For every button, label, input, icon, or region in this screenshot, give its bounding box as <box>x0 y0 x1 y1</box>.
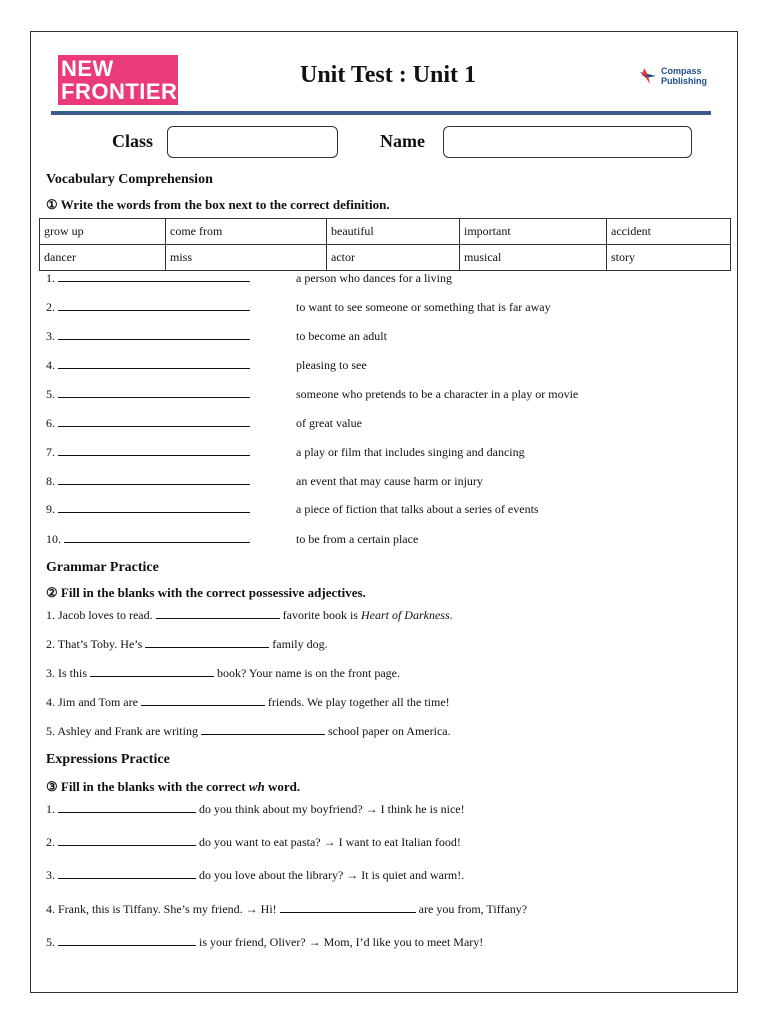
grammar-item <box>46 608 453 623</box>
class-label: Class <box>112 131 154 151</box>
answer-blank[interactable] <box>156 608 280 619</box>
vocab-item <box>46 271 250 286</box>
sentence-end: friends. We play together all the time! <box>264 695 450 709</box>
word-cell: grow up <box>40 219 166 245</box>
expressions-instruction <box>46 779 300 795</box>
sentence-end: do you love about the library? → It is quiet and warm!. <box>196 868 465 882</box>
logo-line-2: FRONTIERS <box>61 79 193 104</box>
word-cell: actor <box>327 245 460 271</box>
item-number: 6. <box>46 416 55 430</box>
vocab-item <box>46 445 250 460</box>
vocab-item <box>46 358 250 373</box>
sentence-end: family dog. <box>269 637 328 651</box>
sentence-start: 1. <box>46 802 58 816</box>
answer-blank[interactable] <box>58 300 250 311</box>
vocab-definition: to become an adult <box>296 329 387 343</box>
instruction-text-end: word. <box>264 779 301 794</box>
vocab-item <box>46 387 250 402</box>
sentence-start: 5. <box>46 935 58 949</box>
sentence-end: book? Your name is on the front page. <box>214 666 400 680</box>
compass-star-icon <box>638 66 658 86</box>
word-box-row <box>40 245 731 271</box>
answer-blank[interactable] <box>58 387 250 398</box>
vocab-definition: someone who pretends to be a character in a play or movie <box>296 387 579 401</box>
vocab-definition: an event that may cause harm or injury <box>296 474 483 488</box>
sentence-end: do you want to eat pasta? → I want to eat Italian food! <box>196 835 461 849</box>
item-number: 2. <box>46 300 55 314</box>
item-number: 8. <box>46 474 55 488</box>
vocab-item <box>46 329 250 344</box>
sentence-start: . Ashley and Frank are writing <box>52 724 201 738</box>
item-number: 1 <box>46 608 52 622</box>
vocab-definition: to be from a certain place <box>296 532 419 546</box>
sentence-start: . That’s Toby. He’s <box>52 637 146 651</box>
name-label: Name <box>380 131 425 151</box>
vocab-definition: of great value <box>296 416 362 430</box>
answer-blank[interactable] <box>58 835 196 846</box>
answer-blank[interactable] <box>280 902 416 913</box>
item-number: 9. <box>46 502 55 516</box>
sentence-end: is your friend, Oliver? → Mom, I’d like you to meet Mary! <box>196 935 484 949</box>
word-box-row <box>40 219 731 245</box>
publisher-line-1: Compass <box>661 66 702 76</box>
sentence-end: favorite book is <box>279 608 361 622</box>
grammar-section-title: Grammar Practice <box>46 560 159 575</box>
answer-blank[interactable] <box>64 532 250 543</box>
answer-blank[interactable] <box>58 358 250 369</box>
answer-blank[interactable] <box>141 695 265 706</box>
answer-blank[interactable] <box>58 802 196 813</box>
instruction-text: ③ Fill in the blanks with the correct <box>46 779 249 794</box>
word-cell: beautiful <box>327 219 460 245</box>
vocab-definition: to want to see someone or something that is far away <box>296 300 551 314</box>
grammar-instruction: ② Fill in the blanks with the correct possessive adjectives. <box>46 585 366 600</box>
name-field[interactable] <box>443 126 692 158</box>
vocab-item <box>46 474 250 489</box>
item-number: 5. <box>46 387 55 401</box>
word-cell: come from <box>166 219 327 245</box>
word-cell: accident <box>607 219 731 245</box>
compass-publishing-logo <box>638 66 707 86</box>
sentence-start: 3. <box>46 868 58 882</box>
logo-line-1: NEW <box>61 56 114 81</box>
answer-blank[interactable] <box>58 474 250 485</box>
word-cell: miss <box>166 245 327 271</box>
vocab-item <box>46 416 250 431</box>
item-number: 4. <box>46 358 55 372</box>
expression-item <box>46 902 527 917</box>
grammar-item <box>46 695 450 710</box>
item-number: 3. <box>46 329 55 343</box>
sentence-end: school paper on America. <box>324 724 451 738</box>
item-number: 2 <box>46 637 52 651</box>
vocab-item <box>46 532 250 547</box>
sentence-start: . Is this <box>52 666 91 680</box>
answer-blank[interactable] <box>145 637 269 648</box>
sentence-start: . Jim and Tom are <box>52 695 141 709</box>
sentence-start: 2. <box>46 835 58 849</box>
vocab-definition: a person who dances for a living <box>296 271 452 285</box>
vocab-section-title: Vocabulary Comprehension <box>46 172 213 187</box>
answer-blank[interactable] <box>58 271 250 282</box>
answer-blank[interactable] <box>58 868 196 879</box>
vocab-instruction: ① Write the words from the box next to the correct definition. <box>46 197 390 212</box>
vocab-definition: pleasing to see <box>296 358 367 372</box>
header-rule <box>51 111 711 115</box>
class-field[interactable] <box>167 126 338 158</box>
grammar-item <box>46 666 400 681</box>
item-number: 1. <box>46 271 55 285</box>
vocab-item <box>46 502 250 517</box>
vocab-item <box>46 300 250 315</box>
book-title: Heart of Darkness <box>360 608 450 622</box>
vocab-definition: a piece of fiction that talks about a series of events <box>296 502 539 516</box>
instruction-wh: wh <box>248 779 265 794</box>
word-cell: story <box>607 245 731 271</box>
grammar-item <box>46 724 451 739</box>
item-number: 10. <box>46 532 61 546</box>
sentence-start: . Jacob loves to read. <box>52 608 156 622</box>
item-number: 3 <box>46 666 52 680</box>
expression-item <box>46 935 483 950</box>
item-number: 7. <box>46 445 55 459</box>
page-title: Unit Test : Unit 1 <box>300 62 477 88</box>
vocab-definition: a play or film that includes singing and dancing <box>296 445 525 459</box>
sentence-end: are you from, Tiffany? <box>415 902 528 916</box>
sentence-punct: . <box>449 608 453 622</box>
answer-blank[interactable] <box>201 724 325 735</box>
answer-blank[interactable] <box>58 329 250 340</box>
expression-item <box>46 835 461 850</box>
item-number: 5 <box>46 724 52 738</box>
answer-blank[interactable] <box>58 502 250 513</box>
word-box <box>39 218 731 271</box>
word-cell: important <box>460 219 607 245</box>
answer-blank[interactable] <box>90 666 214 677</box>
expression-item <box>46 802 465 817</box>
sentence-end: do you think about my boyfriend? → I think he is nice! <box>196 802 465 816</box>
word-cell: musical <box>460 245 607 271</box>
new-frontiers-logo <box>58 55 193 105</box>
expressions-section-title: Expressions Practice <box>46 752 170 767</box>
word-cell: dancer <box>40 245 166 271</box>
answer-blank[interactable] <box>58 445 250 456</box>
answer-blank[interactable] <box>58 935 196 946</box>
publisher-line-2: Publishing <box>661 76 707 86</box>
grammar-item <box>46 637 328 652</box>
item-number: 4 <box>46 695 52 709</box>
expression-item <box>46 868 464 883</box>
sentence-start: 4. Frank, this is Tiffany. She’s my friend. → Hi! <box>46 902 280 916</box>
answer-blank[interactable] <box>58 416 250 427</box>
